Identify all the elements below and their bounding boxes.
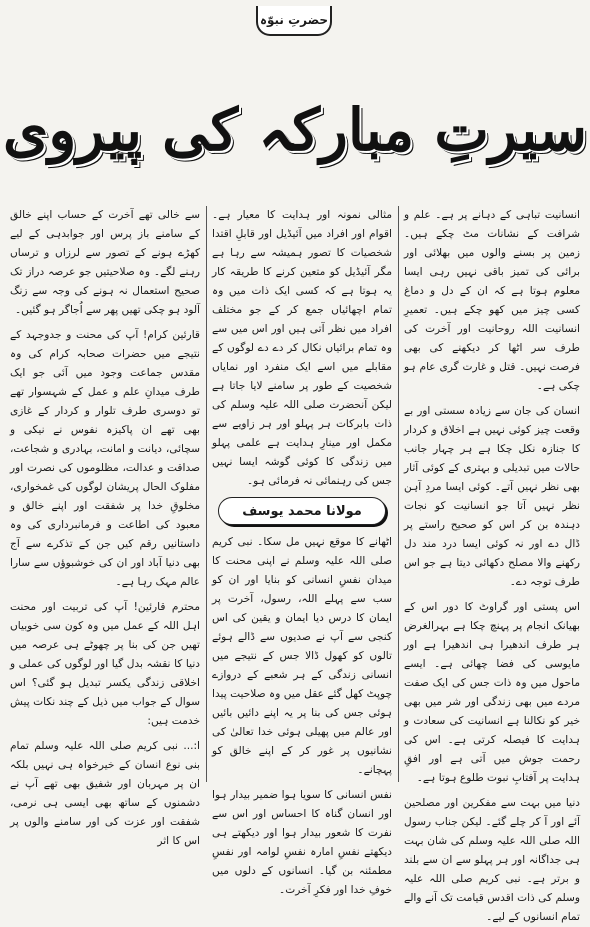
- author-box: [218, 497, 386, 525]
- paragraph: ا:... نبی کریم صلی اللہ علیہ وسلم تمام بنی نوع انسان کے خیرخواہ ہی نہیں بلکہ ان پر مہربان اور شفیق بھی تھے آپ نے دشمنوں کے ساتھ بھی ایسی ہی نرمی، شفقت اور عزت کی اور سامنے والوں پر اس کا اثر: [10, 740, 200, 847]
- column-left: [10, 206, 200, 847]
- paragraph: انسانیت تباہی کے دہانے پر ہے۔ علم و شرافت کے نشانات مٹ چکے ہیں۔ زمین پر بسنے والوں میں بھلائی اور برائی کی تمیز باقی نہیں رہی ایسا معلوم ہوتا ہے کہ ان کے دل و دماغ کسی چیز میں کھو چکے ہیں۔ تعمیرِ انسانیت اللہ روحانیت اور آخرت کی طرف سر اٹھا کر دیکھنے کی بھی فرصت نہیں۔ قتل و غارت گری عام ہو چکی ہے۔: [404, 209, 580, 392]
- author-name: مولانا محمد یوسف: [242, 503, 362, 519]
- paragraph: اس پستی اور گراوٹ کا دور اس کے بھیانک انجام پر پہنچ چکا ہے بہرالغرض ہر طرف اندھیرا ہی اندھیرا ہے اور مایوسی کی فضا چھائی ہے۔ ایسے ماحول میں وہ ذات جس کی ایک صفت مردے میں بھی زندگی اور شر میں بھی خیر کو نکالنا ہے انسانیت کی سعادت و ہدایت کا فیصلہ کرتی ہے۔ اس کی رحمت جوش میں آتی ہے اور افقِ ہدایت پر آفتابِ نبوت طلوع ہوتا ہے۔: [404, 601, 580, 784]
- paragraph: مثالی نمونہ اور ہدایت کا معیار ہے۔ اقوام اور افراد میں آئیڈیل اور قابلِ اقتدا شخصیات کا تصور ہمیشہ سے رہا ہے مگر آئیڈیل کو متعین کرنے کا طریقہ کار یہ ہوتا ہے کہ کسی ایک ذات میں وہ تمام اچھائیاں جمع کر کے جو مختلف افراد میں نظر آتی ہیں اور اس میں سے وہ تمام برائیاں نکال کر دے دے لوگوں کے مقابلے میں اسے ایک منفرد اور نمایاں شخصیت کے طور پر سامنے لایا جاتا ہے لیکن آنحضرت صلی اللہ علیہ وسلم کی ذات بابرکات ہر پہلو اور ہر زاویے سے مکمل اور مینارِ ہدایت ہے علمی پہلو میں زندگی کا کوئی گوشہ ایسا نہیں جس کی رہنمائی نہ فرمائی ہو۔: [212, 209, 392, 487]
- paragraph: قارئین کرام! آپ کی محنت و جدوجہد کے نتیجے میں حضرات صحابہ کرام کی وہ مقدس جماعت وجود میں آئی جو ایک طرف میدانِ علم و عمل کے شہسوار تھے تو دوسری طرف تلوار و کردار کے غازی بھی تھے ان پاکیزہ نفوس نے نیکی و سچائی، دیانت و امانت، بہادری و شجاعت، صداقت و عدالت، مظلوموں کی نصرت اور مفلوک الحال پریشان لوگوں کی غمخواری، مخلوقِ خدا پر شفقت اور اپنے خالق و معبود کی اطاعت و فرمانبرداری کی وہ داستانیں رقم کیں جن کے تذکرے سے آج بھی دنیا آباد اور ان کی خوشبوؤں سے سارا عالم مہک رہا ہے۔: [10, 329, 200, 588]
- column-divider: [398, 206, 399, 782]
- column-right: [404, 206, 580, 923]
- paragraph: اٹھانے کا موقع نہیں مل سکا۔ نبی کریم صلی اللہ علیہ وسلم نے اپنی محنت کا میدان نفسِ انسانی کو بنایا اور ان کو سب سے پہلے اللہ، رسول، آخرت پر ایمان کا درس دیا ایمان و یقین کی اس کنجی سے آپ نے صدیوں سے ڈالے ہوئے تالوں کو کھول ڈالا جس کے نتیجے میں انسانی زندگی کے ہر شعبے کے دروازے چوپٹ کھل گئے عقل میں وہ صلاحیت پیدا ہوئی جس کی بنا پر یہ اپنے دائیں بائیں اور عالم میں پھیلی ہوئی خدا تعالیٰ کی نشانیوں پر غور کر کے اپنے خالق کو پہچانے۔: [212, 536, 392, 776]
- column-divider: [206, 206, 207, 782]
- paragraph: دنیا میں بہت سے مفکرین اور مصلحین آئے اور آ کر چلے گئے۔ لیکن جناب رسول اللہ صلی اللہ علیہ وسلم کی شان بہت ہی جداگانہ اور ہر پہلو سے ان سے بلند و برتر ہے۔ نبی کریم صلی اللہ علیہ وسلم کی ذات اقدس قیامت تک آنے والے تمام انسانوں کے لیے۔: [404, 797, 580, 923]
- article-title-text: سیرتِ مبارکہ کی پیروی: [2, 96, 588, 164]
- paragraph: انسان کی جان سے زیادہ سستی اور بے وقعت چیز کوئی نہیں ہے اخلاق و کردار کا جنازہ نکل چکا ہے ہر چہار جانب حالات میں تبدیلی و بہتری کے کوئی آثار بھی نظر نہیں آتے۔ کوئی ایسا مردِ آہن نظر نہیں آتا جو انسانیت کو نجات دہندہ بن کر اس کو صحیح راستے پر ڈال دے اور نہ کوئی ایسا درد مند دل رکھنے والا مصلح دکھائی دیتا ہے جو اس طرف توجہ دے۔: [404, 405, 580, 588]
- paragraph: محترم قارئین! آپ کی تربیت اور محنت اہل اللہ کے عمل میں وہ کون سی خوبیاں تھیں جن کی بنا پر چھوٹے ہی عرصہ میں دنیا کا نقشہ بدل گیا اور لوگوں کی عملی و اخلاقی زندگی یکسر تبدیل ہو گئی؟ اس سوال کے جواب میں ذیل کے چند نکات پیش خدمت ہیں:: [10, 601, 200, 727]
- paragraph: سے خالی تھے آخرت کے حساب اپنے خالق کے سامنے باز پرس اور جوابدہی کے لیے کھڑے ہونے کے تصور سے لرزاں و ترساں رہنے لگے۔ وہ صلاحیتیں جو عرصہ دراز تک صحیح استعمال نہ ہونے کی وجہ سے زنگ آلود ہو چکی تھیں پھر سے اُجاگر ہو گئیں۔: [10, 209, 200, 316]
- article-title: [2, 70, 588, 190]
- section-tag: [256, 6, 332, 36]
- section-tag-label: حضرتِ نبوّہ: [259, 13, 329, 27]
- paragraph: نفس انسانی کا سویا ہوا ضمیر بیدار ہوا اور انسان گناہ کا احساس اور اس سے نفرت کا شعور بیدار ہوا اور دیکھتے ہی دیکھتے نفسِ امارہ نفسِ لوامہ اور نفسِ مطمئنہ بن گیا۔ انسانوں کے دلوں میں خوفِ خدا اور فکرِ آخرت۔: [212, 789, 392, 896]
- column-middle: [212, 206, 392, 896]
